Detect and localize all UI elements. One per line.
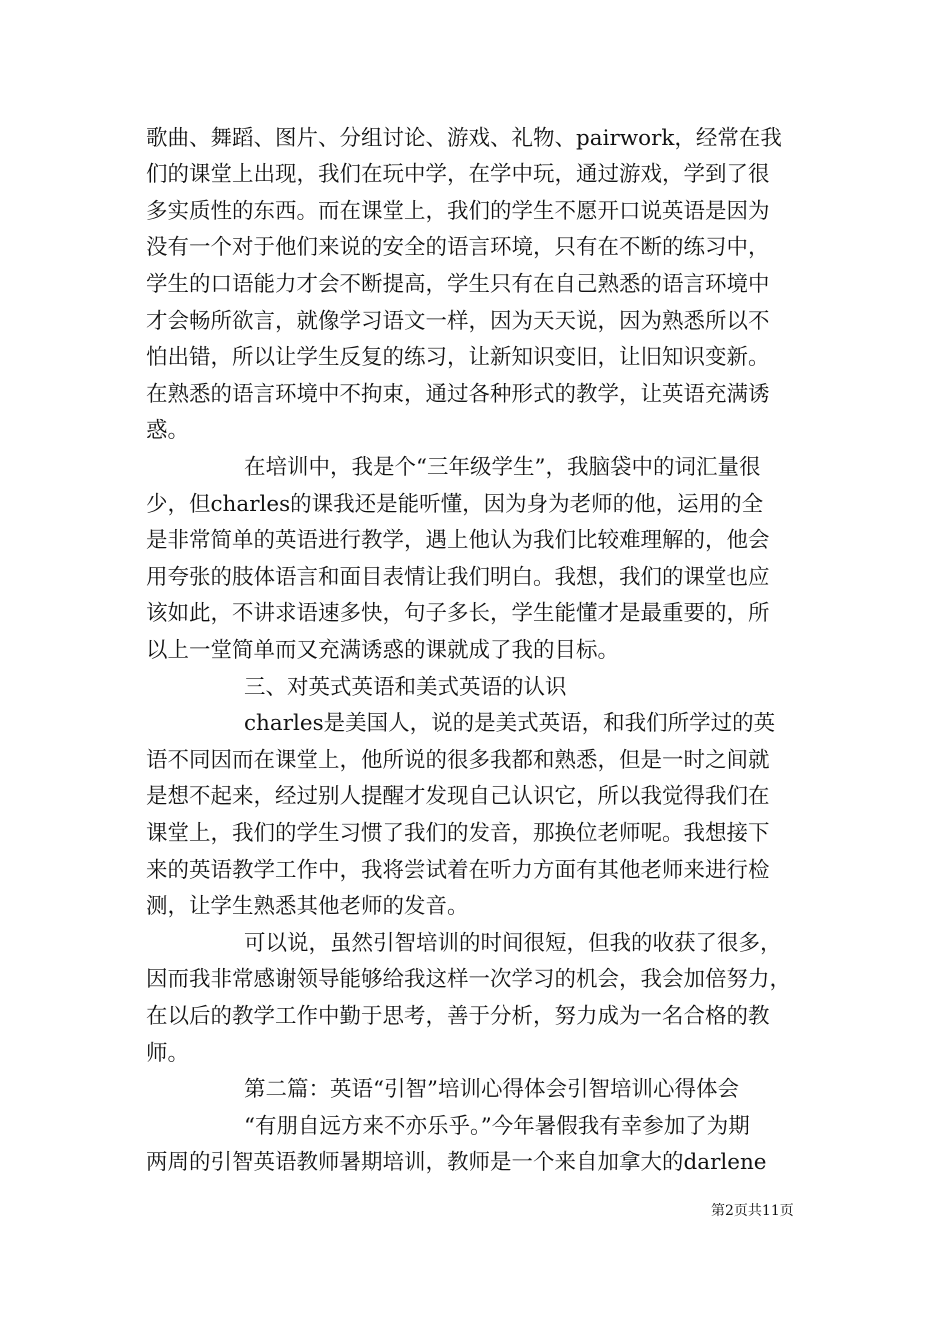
text-line: 测，让学生熟悉其他老师的发音。 (146, 894, 469, 919)
paragraph-start-line: 在培训中，我是个“三年级学生”，我脑袋中的词汇量很 (244, 455, 761, 480)
text-line: 该如此，不讲求语速多快，句子多长，学生能懂才是最重要的，所 (146, 601, 770, 626)
text-line: 以上一堂简单而又充满诱惑的课就成了我的目标。 (146, 638, 620, 663)
text-line: 歌曲、舞蹈、图片、分组讨论、游戏、礼物、pairwork，经常在我 (146, 126, 782, 151)
text-line: 少，但charles的课我还是能听懂，因为身为老师的他，运用的全 (146, 492, 764, 517)
text-line: 两周的引智英语教师暑期培训，教师是一个来自加拿大的darlene (146, 1150, 767, 1175)
paragraph-start-line: charles是美国人，说的是美式英语，和我们所学过的英 (244, 711, 776, 736)
text-line: 语不同因而在课堂上，他所说的很多我都和熟悉，但是一时之间就 (146, 748, 770, 773)
text-line: 们的课堂上出现，我们在玩中学，在学中玩，通过游戏，学到了很 (146, 162, 770, 187)
section-heading: 三、对英式英语和美式英语的认识 (244, 675, 567, 700)
text-line: 学生的口语能力才会不断提高，学生只有在自己熟悉的语言环境中 (146, 272, 770, 297)
text-line: 在熟悉的语言环境中不拘束，通过各种形式的教学，让英语充满诱 (146, 382, 770, 407)
text-line: 没有一个对于他们来说的安全的语言环境，只有在不断的练习中， (146, 235, 770, 260)
text-line: 在以后的教学工作中勤于思考，善于分析，努力成为一名合格的教 (146, 1004, 770, 1029)
text-line: 师。 (146, 1041, 190, 1066)
text-line: 来的英语教学工作中，我将尝试着在听力方面有其他老师来进行检 (146, 858, 770, 883)
text-line: 因而我非常感谢领导能够给我这样一次学习的机会，我会加倍努力， (146, 967, 792, 992)
paragraph-start-line: 可以说，虽然引智培训的时间很短，但我的收获了很多， (244, 931, 782, 956)
text-line: 怕出错，所以让学生反复的练习，让新知识变旧，让旧知识变新。 (146, 345, 770, 370)
chapter-heading: 第二篇：英语“引智”培训心得体会引智培训心得体会 (244, 1077, 739, 1102)
paragraph-start-line: “有朋自远方来不亦乐乎。”今年暑假我有幸参加了为期 (244, 1114, 750, 1139)
page-number-footer: 第2页共11页 (711, 1203, 794, 1219)
text-line: 惑。 (146, 418, 190, 443)
text-line: 多实质性的东西。而在课堂上，我们的学生不愿开口说英语是因为 (146, 199, 770, 224)
text-line: 是非常简单的英语进行教学，遇上他认为我们比较难理解的，他会 (146, 528, 770, 553)
text-line: 是想不起来，经过别人提醒才发现自己认识它，所以我觉得我们在 (146, 784, 770, 809)
text-line: 课堂上，我们的学生习惯了我们的发音，那换位老师呢。我想接下 (146, 821, 770, 846)
text-line: 用夸张的肢体语言和面目表情让我们明白。我想，我们的课堂也应 (146, 565, 770, 590)
text-line: 才会畅所欲言，就像学习语文一样，因为天天说，因为熟悉所以不 (146, 309, 770, 334)
